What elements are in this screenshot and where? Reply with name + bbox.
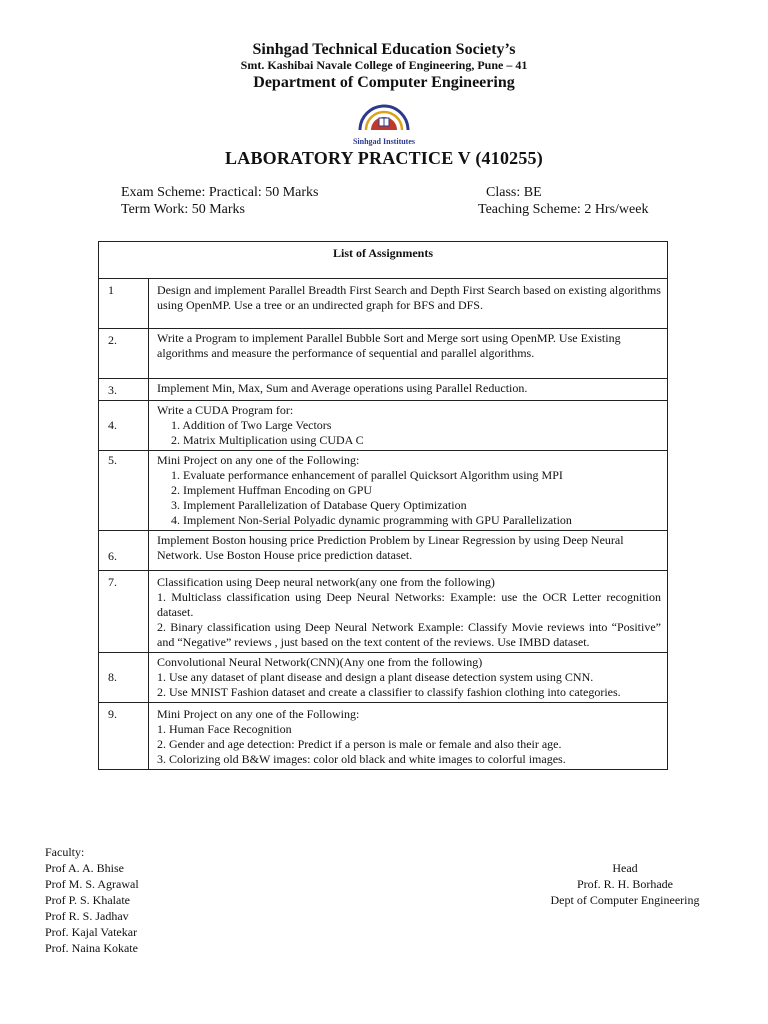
- list-item: 2. Gender and age detection: Predict if a person is male or female and also their age.: [157, 737, 562, 751]
- list-item: 3. Implement Parallelization of Database Query Optimization: [171, 498, 467, 512]
- faculty-name: Prof. Naina Kokate: [45, 941, 138, 955]
- row-number: 4.: [99, 401, 149, 451]
- row-description: Design and implement Parallel Breadth First Search and Depth First Search based on existing algorithms using OpenMP. Use a tree or an undirected graph for BFS and DFS.: [149, 279, 668, 329]
- college-name: Smt. Kashibai Navale College of Engineering, Pune – 41: [240, 58, 528, 72]
- row-intro: Mini Project on any one of the Following:: [157, 453, 360, 467]
- faculty-name: Prof R. S. Jadhav: [45, 909, 129, 923]
- head-dept: Dept of Computer Engineering: [550, 893, 700, 907]
- teaching-scheme: Teaching Scheme: 2 Hrs/week: [478, 202, 649, 217]
- row-description: Implement Min, Max, Sum and Average operations using Parallel Reduction.: [149, 379, 668, 401]
- table-row: [99, 329, 668, 379]
- list-item: 4. Implement Non-Serial Polyadic dynamic programming with GPU Parallelization: [171, 513, 572, 527]
- row-number: 2.: [99, 329, 149, 379]
- faculty-name: Prof P. S. Khalate: [45, 893, 130, 907]
- table-header-row: [99, 242, 668, 279]
- table-row: [99, 379, 668, 401]
- class-info: Class: BE: [486, 185, 542, 200]
- row-description: Write a Program to implement Parallel Bubble Sort and Merge sort using OpenMP. Use Existing algorithms and measure the performance of sequential and parallel algorithms.: [149, 329, 668, 379]
- row-description: [149, 653, 668, 703]
- list-item: 1. Use any dataset of plant disease and design a plant disease detection system using CNN.: [157, 670, 594, 684]
- row-number: 6.: [99, 531, 149, 571]
- table-row: [99, 451, 668, 531]
- list-item: 2. Matrix Multiplication using CUDA C: [171, 433, 364, 447]
- row-intro: Classification using Deep neural network(any one from the following): [157, 575, 495, 589]
- row-intro: Write a CUDA Program for:: [157, 403, 294, 417]
- list-item: 1. Evaluate performance enhancement of parallel Quicksort Algorithm using MPI: [171, 468, 563, 482]
- list-item: 2. Implement Huffman Encoding on GPU: [171, 483, 373, 497]
- row-number: 1: [99, 279, 149, 329]
- row-description: [149, 451, 668, 531]
- row-intro: Convolutional Neural Network(CNN)(Any one from the following): [157, 655, 483, 669]
- list-item: 1. Addition of Two Large Vectors: [171, 418, 332, 432]
- head-label: Head: [612, 861, 638, 875]
- assignments-table: [98, 241, 668, 770]
- row-number: 3.: [99, 379, 149, 401]
- table-row: [99, 571, 668, 653]
- row-number: 7.: [99, 571, 149, 653]
- exam-scheme: Exam Scheme: Practical: 50 Marks: [121, 185, 319, 200]
- page-title: LABORATORY PRACTICE V (410255): [225, 148, 543, 168]
- row-number: 5.: [99, 451, 149, 531]
- department-name: Department of Computer Engineering: [253, 74, 515, 91]
- table-row: [99, 401, 668, 451]
- row-description: [149, 703, 668, 770]
- list-item: 2. Binary classification using Deep Neural Network Example: Classify Movie reviews into “Positive” and “Negative” reviews , just based on the text content of the reviews. Use IMBD dataset.: [157, 620, 661, 649]
- sinhgad-logo: [338, 92, 430, 148]
- row-description: [149, 571, 668, 653]
- list-item: 2. Use MNIST Fashion dataset and create a classifier to classify fashion clothing into categories.: [157, 685, 621, 699]
- table-heading: List of Assignments: [99, 242, 668, 279]
- row-intro: Mini Project on any one of the Following:: [157, 707, 360, 721]
- head-block: [520, 860, 730, 908]
- row-description: [149, 401, 668, 451]
- list-item: 3. Colorizing old B&W images: color old black and white images to colorful images.: [157, 752, 566, 766]
- faculty-name: Prof M. S. Agrawal: [45, 877, 139, 891]
- faculty-label: Faculty:: [45, 845, 85, 859]
- logo-caption: Sinhgad Institutes: [352, 137, 416, 146]
- faculty-name: Prof A. A. Bhise: [45, 861, 125, 875]
- faculty-name: Prof. Kajal Vatekar: [45, 925, 138, 939]
- row-description: Implement Boston housing price Prediction Problem by Linear Regression by using Deep Neural Network. Use Boston House price prediction dataset.: [149, 531, 668, 571]
- head-name: Prof. R. H. Borhade: [577, 877, 673, 891]
- term-work: Term Work: 50 Marks: [121, 202, 246, 217]
- table-row: [99, 653, 668, 703]
- table-row: [99, 531, 668, 571]
- table-row: [99, 703, 668, 770]
- table-row: [99, 279, 668, 329]
- row-number: 8.: [99, 653, 149, 703]
- row-number: 9.: [99, 703, 149, 770]
- society-name: Sinhgad Technical Education Society’s: [252, 41, 516, 58]
- list-item: 1. Human Face Recognition: [157, 722, 292, 736]
- faculty-block: [45, 844, 139, 956]
- list-item: 1. Multiclass classification using Deep Neural Networks: Example: use the OCR Letter recognition dataset.: [157, 590, 661, 619]
